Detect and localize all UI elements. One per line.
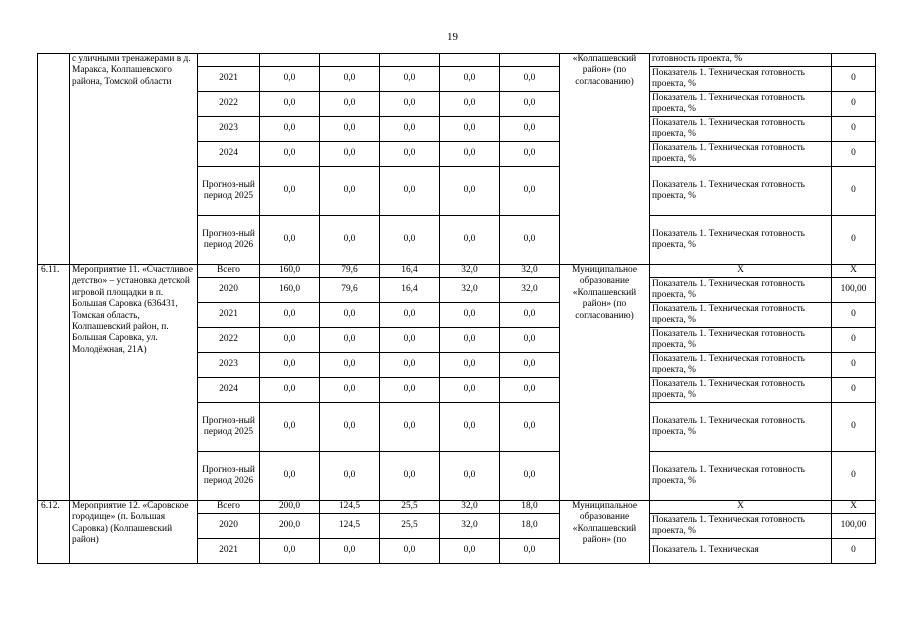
target-cell: 0 xyxy=(832,167,876,216)
amount-cell: 0,0 xyxy=(260,378,320,403)
period-cell: 2021 xyxy=(198,539,260,564)
target-cell: 0 xyxy=(832,117,876,142)
period-cell: Всего xyxy=(198,501,260,514)
amount-cell: 0,0 xyxy=(320,67,380,92)
amount-cell: 0,0 xyxy=(440,92,500,117)
indicator-cell: Х xyxy=(650,501,832,514)
indicator-cell: Показатель 1. Техническая готовность проекта, % xyxy=(650,67,832,92)
target-cell: 0 xyxy=(832,216,876,265)
empty-cell xyxy=(380,54,440,67)
amount-cell: 0,0 xyxy=(440,117,500,142)
indicator-cell: Показатель 1. Техническая готовность проекта, % xyxy=(650,353,832,378)
period-cell: 2024 xyxy=(198,142,260,167)
amount-cell: 0,0 xyxy=(500,167,560,216)
amount-cell: 0,0 xyxy=(260,303,320,328)
empty-cell xyxy=(440,54,500,67)
indicator-cell: Х xyxy=(650,265,832,278)
indicator-cell: Показатель 1. Техническая готовность проекта, % xyxy=(650,278,832,303)
amount-cell: 0,0 xyxy=(440,353,500,378)
amount-cell: 0,0 xyxy=(260,167,320,216)
target-cell: 100,00 xyxy=(832,278,876,303)
amount-cell: 0,0 xyxy=(380,353,440,378)
amount-cell: 0,0 xyxy=(380,452,440,501)
amount-cell: 79,6 xyxy=(320,265,380,278)
amount-cell: 0,0 xyxy=(320,539,380,564)
amount-cell: 0,0 xyxy=(320,303,380,328)
amount-cell: 0,0 xyxy=(500,67,560,92)
amount-cell: 160,0 xyxy=(260,278,320,303)
program-table xyxy=(37,53,876,564)
amount-cell: 0,0 xyxy=(380,142,440,167)
amount-cell: 124,5 xyxy=(320,514,380,539)
target-cell: 0 xyxy=(832,539,876,564)
amount-cell: 0,0 xyxy=(440,452,500,501)
table-row xyxy=(38,54,876,67)
page-number: 19 xyxy=(447,31,458,43)
amount-cell: 0,0 xyxy=(320,117,380,142)
period-cell: 2021 xyxy=(198,67,260,92)
amount-cell: 32,0 xyxy=(440,501,500,514)
target-cell: 0 xyxy=(832,353,876,378)
period-cell: Прогноз-ный период 2025 xyxy=(198,403,260,452)
target-cell: 0 xyxy=(832,67,876,92)
amount-cell: 0,0 xyxy=(320,328,380,353)
indicator-cell: Показатель 1. Техническая готовность проекта, % xyxy=(650,514,832,539)
period-cell: 2021 xyxy=(198,303,260,328)
period-cell: 2022 xyxy=(198,328,260,353)
item-number-cell: 6.12. xyxy=(38,501,70,564)
amount-cell: 0,0 xyxy=(440,403,500,452)
period-cell: 2023 xyxy=(198,117,260,142)
amount-cell: 0,0 xyxy=(320,353,380,378)
amount-cell: 0,0 xyxy=(380,403,440,452)
indicator-cell: Показатель 1. Техническая готовность проекта, % xyxy=(650,92,832,117)
target-cell: 0 xyxy=(832,452,876,501)
empty-cell xyxy=(500,54,560,67)
item-name-cell: Мероприятие 12. «Саровское городище» (п. Большая Саровка) (Колпашевский район) xyxy=(70,501,198,564)
amount-cell: 0,0 xyxy=(260,92,320,117)
amount-cell: 25,5 xyxy=(380,501,440,514)
amount-cell: 0,0 xyxy=(320,142,380,167)
amount-cell: 0,0 xyxy=(260,117,320,142)
amount-cell: 0,0 xyxy=(380,328,440,353)
amount-cell: 16,4 xyxy=(380,265,440,278)
amount-cell: 0,0 xyxy=(380,117,440,142)
period-cell: Прогноз-ный период 2025 xyxy=(198,167,260,216)
amount-cell: 0,0 xyxy=(260,328,320,353)
period-cell: 2020 xyxy=(198,278,260,303)
amount-cell: 0,0 xyxy=(260,452,320,501)
indicator-cell: Показатель 1. Техническая готовность проекта, % xyxy=(650,403,832,452)
amount-cell: 124,5 xyxy=(320,501,380,514)
target-cell: Х xyxy=(832,501,876,514)
amount-cell: 0,0 xyxy=(440,378,500,403)
item-name-cell: с уличными тренажерами в д. Маракса, Колпашевского района, Томской области xyxy=(70,54,198,265)
responsible-cell: «Колпашевский район» (по согласованию) xyxy=(560,54,650,265)
amount-cell: 0,0 xyxy=(260,216,320,265)
amount-cell: 0,0 xyxy=(500,216,560,265)
amount-cell: 0,0 xyxy=(260,539,320,564)
empty-cell xyxy=(320,54,380,67)
amount-cell: 32,0 xyxy=(440,514,500,539)
amount-cell: 0,0 xyxy=(380,167,440,216)
amount-cell: 0,0 xyxy=(380,303,440,328)
target-cell xyxy=(832,54,876,67)
amount-cell: 0,0 xyxy=(500,142,560,167)
period-cell: 2020 xyxy=(198,514,260,539)
amount-cell: 0,0 xyxy=(500,539,560,564)
target-cell: 100,00 xyxy=(832,514,876,539)
indicator-cell: Показатель 1. Техническая готовность проекта, % xyxy=(650,378,832,403)
item-number-cell: 6.11. xyxy=(38,265,70,501)
amount-cell: 0,0 xyxy=(320,167,380,216)
table-row xyxy=(38,265,876,278)
period-cell: 2023 xyxy=(198,353,260,378)
amount-cell: 0,0 xyxy=(260,353,320,378)
target-cell: 0 xyxy=(832,328,876,353)
amount-cell: 0,0 xyxy=(500,403,560,452)
amount-cell: 0,0 xyxy=(320,216,380,265)
amount-cell: 32,0 xyxy=(500,265,560,278)
table-row xyxy=(38,501,876,514)
amount-cell: 0,0 xyxy=(320,378,380,403)
amount-cell: 0,0 xyxy=(440,216,500,265)
amount-cell: 25,5 xyxy=(380,514,440,539)
period-cell: 2022 xyxy=(198,92,260,117)
amount-cell: 0,0 xyxy=(260,142,320,167)
amount-cell: 0,0 xyxy=(380,378,440,403)
amount-cell: 200,0 xyxy=(260,501,320,514)
amount-cell: 32,0 xyxy=(500,278,560,303)
amount-cell: 0,0 xyxy=(260,67,320,92)
indicator-cell: Показатель 1. Техническая xyxy=(650,539,832,564)
amount-cell: 0,0 xyxy=(500,303,560,328)
amount-cell: 0,0 xyxy=(260,403,320,452)
indicator-cell: Показатель 1. Техническая готовность проекта, % xyxy=(650,142,832,167)
responsible-cell: Муниципальное образование «Колпашевский район» (по согласованию) xyxy=(560,265,650,501)
amount-cell: 18,0 xyxy=(500,514,560,539)
amount-cell: 160,0 xyxy=(260,265,320,278)
period-cell: Прогноз-ный период 2026 xyxy=(198,452,260,501)
amount-cell: 0,0 xyxy=(320,452,380,501)
period-cell: Всего xyxy=(198,265,260,278)
target-cell: 0 xyxy=(832,403,876,452)
amount-cell: 0,0 xyxy=(500,92,560,117)
indicator-cell: Показатель 1. Техническая готовность проекта, % xyxy=(650,117,832,142)
target-cell: 0 xyxy=(832,92,876,117)
item-number-cell xyxy=(38,54,70,265)
target-cell: 0 xyxy=(832,303,876,328)
period-cell: 2024 xyxy=(198,378,260,403)
amount-cell: 0,0 xyxy=(380,67,440,92)
indicator-cell: готовность проекта, % xyxy=(650,54,832,67)
target-cell: Х xyxy=(832,265,876,278)
amount-cell: 18,0 xyxy=(500,501,560,514)
amount-cell: 32,0 xyxy=(440,278,500,303)
amount-cell: 0,0 xyxy=(380,216,440,265)
indicator-cell: Показатель 1. Техническая готовность проекта, % xyxy=(650,452,832,501)
amount-cell: 200,0 xyxy=(260,514,320,539)
amount-cell: 0,0 xyxy=(320,92,380,117)
period-cell: Прогноз-ный период 2026 xyxy=(198,216,260,265)
amount-cell: 0,0 xyxy=(380,539,440,564)
indicator-cell: Показатель 1. Техническая готовность проекта, % xyxy=(650,167,832,216)
amount-cell: 0,0 xyxy=(440,67,500,92)
amount-cell: 0,0 xyxy=(440,539,500,564)
amount-cell: 0,0 xyxy=(440,328,500,353)
amount-cell: 0,0 xyxy=(380,92,440,117)
amount-cell: 0,0 xyxy=(440,142,500,167)
responsible-cell: Муниципальное образование «Колпашевский район» (по xyxy=(560,501,650,564)
amount-cell: 0,0 xyxy=(440,303,500,328)
amount-cell: 0,0 xyxy=(500,328,560,353)
amount-cell: 0,0 xyxy=(500,378,560,403)
amount-cell: 0,0 xyxy=(320,403,380,452)
empty-cell xyxy=(260,54,320,67)
indicator-cell: Показатель 1. Техническая готовность проекта, % xyxy=(650,216,832,265)
amount-cell: 79,6 xyxy=(320,278,380,303)
amount-cell: 0,0 xyxy=(500,117,560,142)
amount-cell: 16,4 xyxy=(380,278,440,303)
target-cell: 0 xyxy=(832,378,876,403)
indicator-cell: Показатель 1. Техническая готовность проекта, % xyxy=(650,328,832,353)
indicator-cell: Показатель 1. Техническая готовность проекта, % xyxy=(650,303,832,328)
amount-cell: 0,0 xyxy=(440,167,500,216)
amount-cell: 32,0 xyxy=(440,265,500,278)
empty-cell xyxy=(198,54,260,67)
item-name-cell: Мероприятие 11. «Счастливое детство» – установка детской игровой площадки в п. Большая Саровка (636431, Томская область, Колпашевский район, п. Большая Саровка, ул. Молодёжная, 21А) xyxy=(70,265,198,501)
amount-cell: 0,0 xyxy=(500,353,560,378)
target-cell: 0 xyxy=(832,142,876,167)
amount-cell: 0,0 xyxy=(500,452,560,501)
